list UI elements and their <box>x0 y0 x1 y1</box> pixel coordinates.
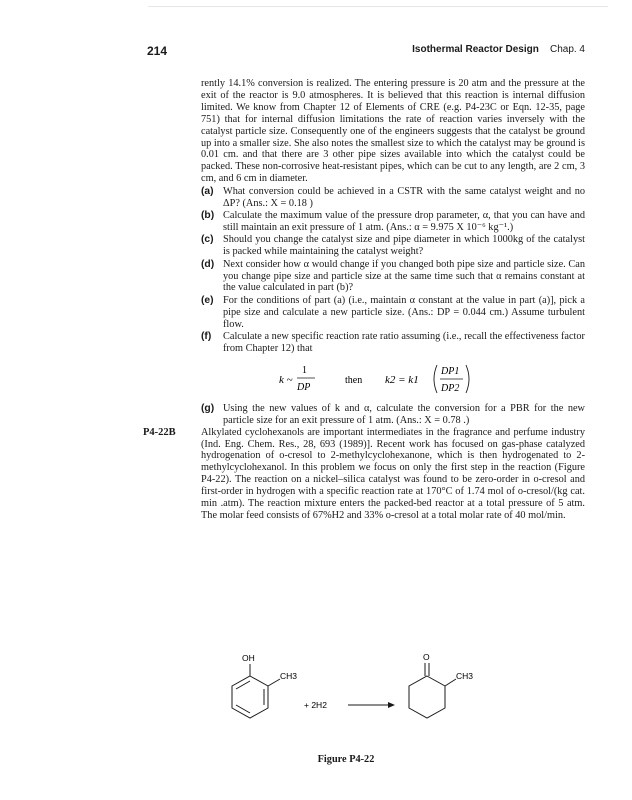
top-rule <box>148 6 608 7</box>
methylcyclohexanone-molecule <box>409 663 456 718</box>
eq-lhs: k ~ <box>279 373 293 386</box>
page-body <box>143 78 585 522</box>
ch3-right-label: CH3 <box>456 671 474 681</box>
question-d <box>201 259 585 295</box>
o-cresol-molecule <box>232 664 280 718</box>
question-g <box>201 403 585 427</box>
eq-den: DP <box>297 381 311 393</box>
running-header <box>412 44 585 55</box>
question-label: (d) <box>201 258 215 270</box>
methyl-bond <box>445 679 456 686</box>
running-title: Isothermal Reactor Design <box>412 44 539 55</box>
question-e <box>201 295 585 331</box>
reaction-scheme <box>222 648 482 743</box>
page-header <box>147 44 585 60</box>
question-text: Calculate a new specific reaction rate ratio assuming (i.e., recall the effectiveness factor from Chapter 12) that <box>223 331 585 354</box>
question-label: (e) <box>201 294 214 306</box>
question-b <box>201 210 585 234</box>
question-label: (c) <box>201 234 214 246</box>
figure-caption: Figure P4-22 <box>317 754 375 765</box>
question-text: Next consider how α would change if you changed both pipe size and particle size. Can you change pipe size and particle size at the same time such that α remains constant at the value calculated in part (b)? <box>223 258 585 294</box>
question-c <box>201 234 585 258</box>
benzene-ring <box>232 676 268 718</box>
intro-paragraph: rently 14.1% conversion is realized. The entering pressure is 20 atm and the pressure at the exit of the reactor is 9.0 atmospheres. It is believed that this reaction is internal diffusion limited. We know from Chapter 12 of Elements of CRE (e.g. P4-23C or Eqn. 12-35, page 751) that for internal diffusion limitations the rate of reaction varies inversely with the catalyst particle size. Consequently one of the engineers suggests that the catalyst be ground up into a smaller size. She also notes the smallest size to which the catalyst may be ground is 0.01 cm. and that there are 3 other pipe sizes available into which the catalyst could be packed. These non-corrosive heat-resistant pipes, which can be cut to any length, are 2 cm, 3 cm, and 6 cm in diameter. <box>201 78 585 185</box>
arrow-head <box>388 702 395 708</box>
eq-then: then <box>345 374 363 386</box>
question-a <box>201 186 585 210</box>
equation-graphic <box>201 359 585 399</box>
question-text: What conversion could be achieved in a CSTR with the same catalyst weight and no ΔP? (Ans.: X = 0.18 ) <box>223 185 585 209</box>
question-label: (b) <box>201 209 215 221</box>
ch3-left-label: CH3 <box>280 671 298 681</box>
question-label: (g) <box>201 402 215 414</box>
eq-ratio-den: DP2 <box>441 382 460 394</box>
chapter-label: Chap. 4 <box>549 44 585 55</box>
eq-num: 1 <box>302 364 307 376</box>
question-text: Calculate the maximum value of the pressure drop parameter, α, that you can have and still maintain an exit pressure of 1 atm. (Ans.: α = 9.975 X 10⁻⁶ kg⁻¹.) <box>223 209 585 233</box>
oh-label: OH <box>242 653 255 663</box>
cyclohexane-ring <box>409 676 445 718</box>
question-f <box>201 331 585 355</box>
question-label: (f) <box>201 331 212 343</box>
methyl-bond <box>268 679 280 686</box>
problem-id: P4-22B <box>143 426 176 438</box>
page-number: 214 <box>147 44 168 58</box>
figure-p4-22 <box>222 648 482 743</box>
problem-text: Alkylated cyclohexanols are important intermediates in the fragrance and perfume industry (Ind. Eng. Chem. Res., 28, 693 (1989)]. Recent work has focused on gas-phase catalyzed hydrogenation of o-cresol to 2-methylcyclohexanone, which is then hydrogenated to 2-methylcyclohexanol. In this problem we focus on only the first step in the reaction (Figure P4-22). The reaction on a nickel–silica catalyst was found to be zero-order in o-cresol and first-order in hydrogen with a specific reaction rate at 170°C of 1.74 mol of o-cresol/(kg cat. min .atm). The reaction mixture enters the packed-bed reactor at a total pressure of 5 atm. The molar feed consists of 67%H2 and 33% o-cresol at a total molar rate of 40 mol/min. <box>201 426 585 521</box>
eq-left-paren <box>434 365 437 393</box>
question-text: For the conditions of part (a) (i.e., maintain α constant at the value in part (a)], pick a pipe size and calculate a new particle size. (Ans.: DP = 0.044 cm.) Assume turbulent flow. <box>223 294 585 330</box>
question-text: Should you change the catalyst size and pipe diameter in which 1000kg of the catalyst is packed while maintaining the catalyst weight? <box>223 234 585 258</box>
question-text: Using the new values of k and α, calculate the conversion for a PBR for the new particle size for an exit pressure of 1 atm. (Ans.: X = 0.78 .) <box>223 402 585 426</box>
o-label: O <box>423 652 430 662</box>
rate-ratio-equation <box>201 359 585 399</box>
eq-rhs: k2 = k1 <box>385 373 419 386</box>
eq-ratio-num: DP1 <box>441 365 460 377</box>
reagent-label: + 2H2 <box>304 700 327 710</box>
eq-right-paren <box>466 365 469 393</box>
question-label: (a) <box>201 185 214 197</box>
problem-p4-22 <box>143 426 585 522</box>
